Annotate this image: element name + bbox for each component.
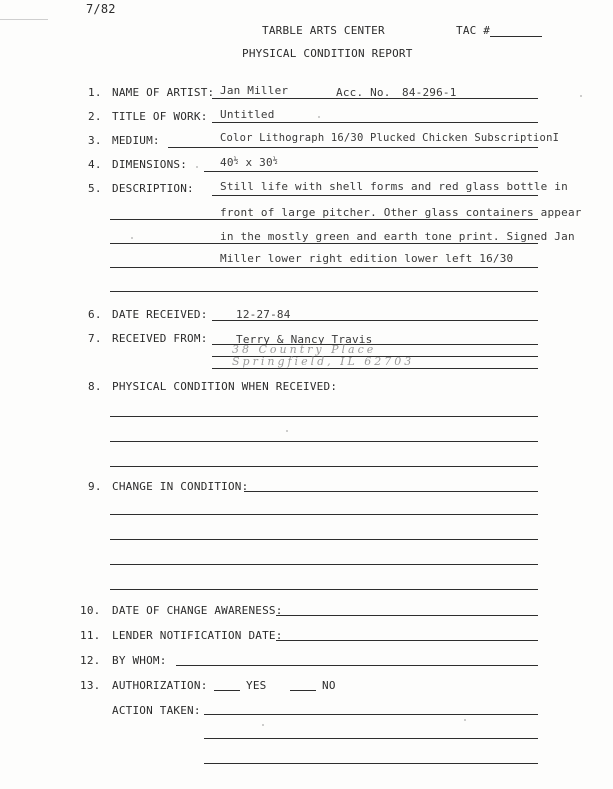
date-received-value: 12-27-84 — [236, 308, 291, 321]
artist-value: Jan Miller — [220, 84, 289, 97]
lender-notification-line[interactable] — [276, 640, 538, 641]
dimension-width: 40 — [220, 156, 234, 169]
action-taken-line[interactable] — [204, 738, 538, 739]
medium-value: Color Lithograph 16/30 Plucked Chicken SubscriptionI — [220, 132, 560, 144]
scan-speck — [286, 430, 288, 432]
half-mark: ½ — [233, 156, 239, 165]
received-from-line[interactable] — [212, 368, 538, 369]
description-line[interactable] — [110, 291, 538, 292]
field-number: 8. — [88, 380, 102, 393]
tac-label: TAC # — [456, 24, 491, 37]
change-in-condition-label: CHANGE IN CONDITION: — [112, 480, 249, 493]
medium-line[interactable] — [168, 147, 538, 148]
field-number: 3. — [88, 134, 102, 147]
scan-speck — [318, 116, 320, 118]
physical-condition-line[interactable] — [110, 416, 538, 417]
action-taken-line[interactable] — [204, 714, 538, 715]
edge-mark — [0, 19, 48, 20]
physical-condition-line[interactable] — [110, 441, 538, 442]
half-mark: ½ — [272, 156, 278, 165]
scan-speck — [464, 719, 466, 721]
report-title: PHYSICAL CONDITION REPORT — [242, 47, 413, 60]
date-received-line[interactable] — [212, 320, 538, 321]
description-line[interactable] — [212, 195, 538, 196]
field-number: 10. — [80, 604, 101, 617]
lender-notification-label: LENDER NOTIFICATION DATE: — [112, 629, 283, 642]
description-line-text: Still life with shell forms and red glass bottle in — [220, 180, 568, 193]
description-line-text: front of large pitcher. Other glass containers appear — [220, 206, 582, 219]
description-line[interactable] — [110, 243, 538, 244]
date-code: 7/82 — [86, 2, 116, 16]
received-from-label: RECEIVED FROM: — [112, 332, 208, 345]
scan-speck — [196, 166, 198, 168]
date-of-change-line[interactable] — [276, 615, 538, 616]
date-of-change-label: DATE OF CHANGE AWARENESS: — [112, 604, 283, 617]
change-in-condition-line[interactable] — [110, 514, 538, 515]
field-number: 11. — [80, 629, 101, 642]
dimension-separator: x — [245, 156, 253, 169]
by-whom-label: BY WHOM: — [112, 654, 167, 667]
org-name: TARBLE ARTS CENTER — [262, 24, 385, 37]
title-value: Untitled — [220, 108, 275, 121]
physical-condition-line[interactable] — [110, 466, 538, 467]
field-number: 5. — [88, 182, 102, 195]
field-number: 9. — [88, 480, 102, 493]
field-number: 4. — [88, 158, 102, 171]
field-number: 7. — [88, 332, 102, 345]
date-received-label: DATE RECEIVED: — [112, 308, 208, 321]
description-line-text: Miller lower right edition lower left 16/30 — [220, 252, 514, 265]
authorization-no-line[interactable] — [290, 690, 316, 691]
description-line[interactable] — [110, 219, 538, 220]
medium-label: MEDIUM: — [112, 134, 160, 147]
change-in-condition-line[interactable] — [244, 491, 538, 492]
title-label: TITLE OF WORK: — [112, 110, 208, 123]
description-label: DESCRIPTION: — [112, 182, 194, 195]
authorization-no: NO — [322, 679, 336, 692]
field-number: 12. — [80, 654, 101, 667]
authorization-yes: YES — [246, 679, 267, 692]
authorization-label: AUTHORIZATION: — [112, 679, 208, 692]
tac-number-line[interactable] — [490, 36, 542, 37]
change-in-condition-line[interactable] — [110, 589, 538, 590]
received-from-value: Terry & Nancy Travis — [236, 333, 373, 346]
acc-label: Acc. No. — [336, 86, 391, 99]
scan-speck — [262, 724, 264, 726]
field-number: 13. — [80, 679, 101, 692]
handwritten-address-1: 38 Country Place — [232, 343, 377, 356]
dimensions-label: DIMENSIONS: — [112, 158, 188, 171]
change-in-condition-line[interactable] — [110, 539, 538, 540]
artist-line[interactable] — [212, 98, 538, 99]
field-number: 2. — [88, 110, 102, 123]
action-taken-label: ACTION TAKEN: — [112, 704, 201, 717]
dimensions-value — [220, 154, 278, 169]
field-number: 6. — [88, 308, 102, 321]
dimension-height: 30 — [259, 156, 273, 169]
action-taken-line[interactable] — [204, 763, 538, 764]
field-number: 1. — [88, 86, 102, 99]
authorization-yes-line[interactable] — [214, 690, 240, 691]
by-whom-line[interactable] — [176, 665, 538, 666]
scan-speck — [580, 95, 582, 97]
dimensions-line[interactable] — [204, 171, 538, 172]
artist-label: NAME OF ARTIST: — [112, 86, 215, 99]
description-line-text: in the mostly green and earth tone print. Signed Jan — [220, 230, 575, 243]
handwritten-address-2: Springfield, IL 62703 — [232, 355, 415, 368]
title-line[interactable] — [212, 122, 538, 123]
scan-speck — [131, 237, 133, 239]
acc-value: 84-296-1 — [402, 86, 457, 99]
change-in-condition-line[interactable] — [110, 564, 538, 565]
physical-condition-label: PHYSICAL CONDITION WHEN RECEIVED: — [112, 380, 338, 393]
description-line[interactable] — [110, 267, 538, 268]
